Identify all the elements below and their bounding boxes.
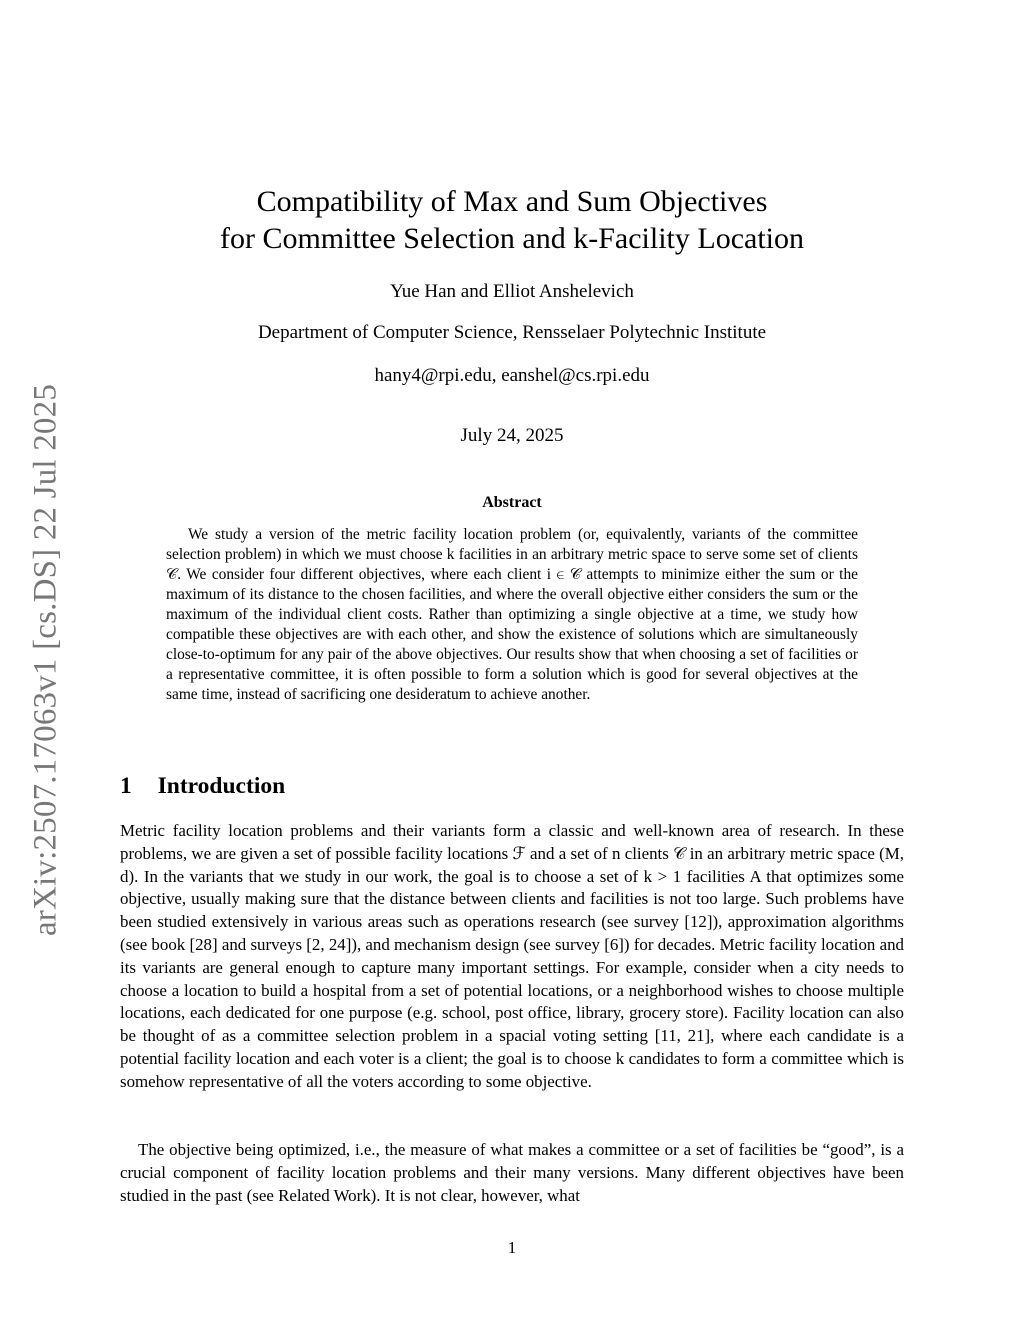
abstract-heading: Abstract [482,494,542,511]
page-number: 1 [507,1238,517,1257]
title-line-2: for Committee Selection and k-Facility Location [219,222,805,255]
arxiv-identifier-stamp: arXiv:2507.17063v1 [cs.DS] 22 Jul 2025 [27,383,64,937]
authors: Yue Han and Elliot Anshelevich [390,281,634,302]
title-line-1: Compatibility of Max and Sum Objectives [256,185,768,218]
section-number: 1 [120,773,132,799]
section-title: Introduction [157,773,286,799]
abstract-text: We study a version of the metric facility location problem (or, equivalently, variants of the committee selection problem) in which we must choose k facilities in an arbitrary metric space to serve some set of clients 𝒞. We consider four different objectives, where each client i ∈ 𝒞 attempts to minimize either the sum or the maximum of its distance to the chosen facilities, and where the overall objective either considers the sum or the maximum of the individual client costs. Rather than optimizing a single objective at a time, we study how compatible these objectives are with each other, and show the existence of solutions which are simultaneously close-to-optimum for any pair of the above objectives. Our results show that when choosing a set of facilities or a representative committee, it is often possible to form a solution which is good for several objectives at the same time, instead of sacrificing one desideratum to achieve another. [166,526,858,703]
intro-paragraph-2: The objective being optimized, i.e., the measure of what makes a committee or a set of facilities be “good”, is a crucial component of facility location problems and their many versions. Many different objectives have been studied in the past (see Related Work). It is not clear, however, what [120,1140,904,1205]
affiliation: Department of Computer Science, Rensselaer Polytechnic Institute [257,322,767,343]
publication-date: July 24, 2025 [460,425,564,446]
paper-title [0,183,1024,257]
author-emails: hany4@rpi.edu, eanshel@cs.rpi.edu [374,365,650,386]
intro-paragraph-1: Metric facility location problems and their variants form a classic and well-known area of research. In these problems, we are given a set of possible facility locations ℱ and a set of n clients 𝒞 in an arbitrary metric space (M, d). In the variants that we study in our work, the goal is to choose a set of k > 1 facilities A that optimizes some objective, usually making sure that the distance between clients and facilities is not too large. Such problems have been studied extensively in various areas such as operations research (see survey [12]), approximation algorithms (see book [28] and surveys [2, 24]), and mechanism design (see survey [6]) for decades. Metric facility location and its variants are general enough to capture many important settings. For example, consider when a city needs to choose a location to build a hospital from a set of potential locations, or a neighborhood wishes to choose multiple locations, each dedicated for one purpose (e.g. school, post office, library, grocery store). Facility location can also be thought of as a committee selection problem in a spacial voting setting [11, 21], where each candidate is a potential facility location and each voter is a client; the goal is to choose k candidates to form a committee which is somehow representative of all the voters according to some objective. [120,821,904,1091]
section-heading [120,773,285,800]
